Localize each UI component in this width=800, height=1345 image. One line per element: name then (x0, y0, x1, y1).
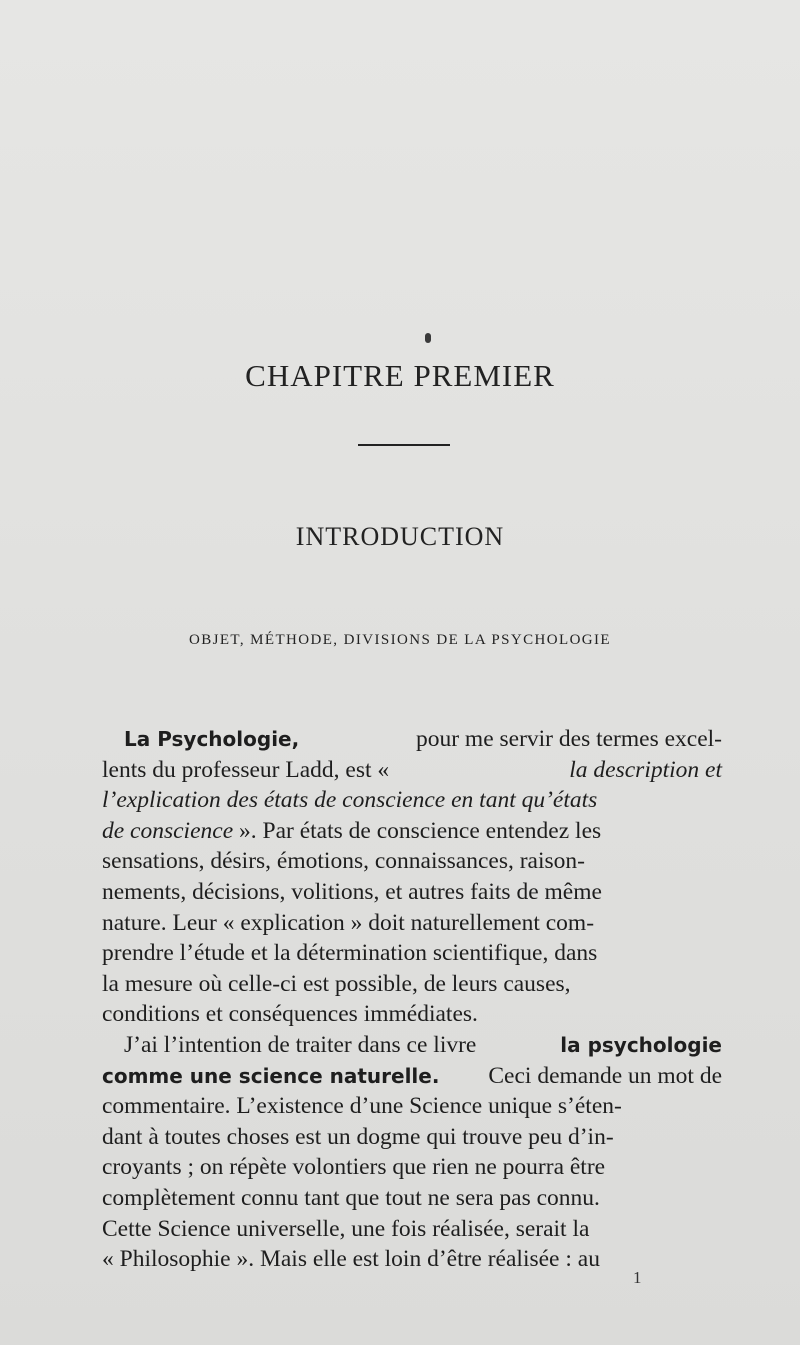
italic-quote: l’explication des états de conscience en tant qu’états (102, 787, 598, 814)
text-line: de conscience ». Par états de conscience entendez les (102, 817, 602, 844)
text-line: J’ai l’intention de traiter dans ce livre la psychologie (102, 1030, 722, 1061)
ornament-dot (425, 333, 431, 343)
bold-term: la psychologie (560, 1032, 722, 1057)
body-text (102, 724, 722, 1275)
section-title: INTRODUCTION (295, 522, 505, 551)
section-subtitle: OBJET, MÉTHODE, DIVISIONS DE LA PSYCHOLOGIE (189, 632, 611, 648)
text-line: complètement connu tant que tout ne sera pas connu. (102, 1184, 600, 1211)
italic-quote: de conscience (102, 817, 234, 844)
bold-term: comme une science naturelle. (102, 1063, 440, 1088)
text-line: sensations, désirs, émotions, connaissances, raison- (102, 848, 585, 875)
text-line: Cette Science universelle, une fois réalisée, serait la (102, 1215, 590, 1242)
text-line: croyants ; on répète volontiers que rien ne pourra être (102, 1154, 606, 1181)
text-line: commentaire. L’existence d’une Science unique s’éten- (102, 1093, 622, 1120)
text-line: dant à toutes choses est un dogme qui trouve peu d’in- (102, 1123, 614, 1150)
title-rule (358, 444, 450, 446)
text-line: la mesure où celle-ci est possible, de leurs causes, (102, 970, 571, 997)
chapter-title: CHAPITRE PREMIER (245, 358, 555, 393)
text-line: nature. Leur « explication » doit naturellement com- (102, 909, 595, 936)
italic-quote: la description et (569, 756, 722, 783)
text-line: conditions et conséquences immédiates. (102, 1001, 478, 1028)
text-line: prendre l’étude et la détermination scientifique, dans (102, 940, 598, 967)
text-line (102, 785, 722, 816)
bold-term: La Psychologie, (124, 727, 300, 751)
page-number: 1 (633, 1268, 642, 1287)
text-line: La Psychologie, pour me servir des termes excel- (102, 724, 722, 755)
text-line: nements, décisions, volitions, et autres faits de même (102, 878, 602, 905)
text-line: comme une science naturelle. Ceci demande un mot de (102, 1061, 722, 1092)
text-line: « Philosophie ». Mais elle est loin d’être réalisée : au (102, 1246, 600, 1273)
text-line: lents du professeur Ladd, est « la description et (102, 755, 722, 786)
